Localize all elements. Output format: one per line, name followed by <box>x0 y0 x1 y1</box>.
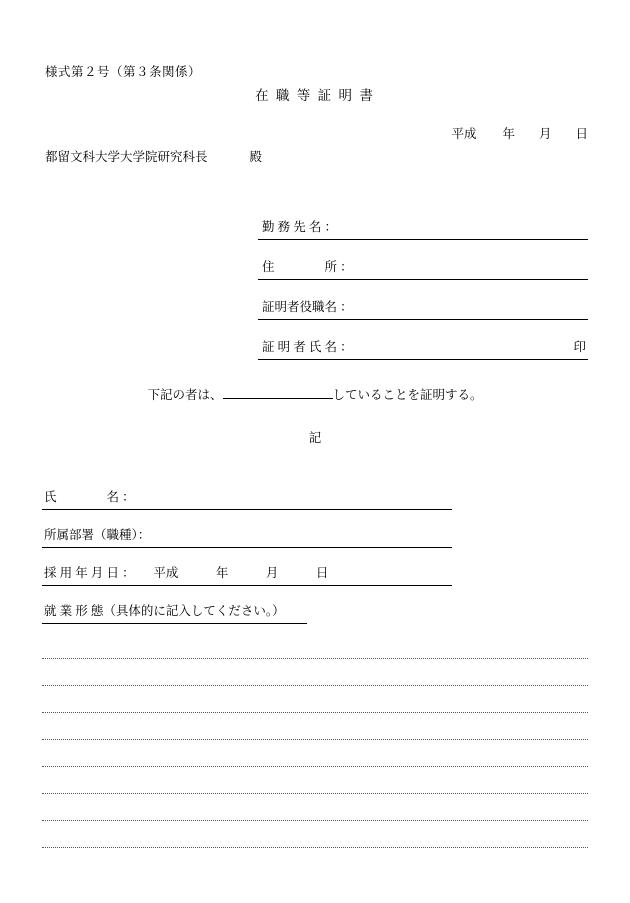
statement-blank[interactable] <box>223 398 333 399</box>
certifier-block <box>258 200 588 360</box>
field-label: 証 明 者 氏 名 ： <box>262 340 353 354</box>
date-line <box>451 124 588 142</box>
writing-line[interactable] <box>42 821 588 848</box>
free-writing-area[interactable] <box>42 632 588 848</box>
date-month-unit: 月 <box>538 127 552 141</box>
date-day-unit: 日 <box>575 127 588 141</box>
lower-fields <box>42 472 452 624</box>
page-title: 在 職 等 証 明 書 <box>255 88 375 103</box>
writing-line[interactable] <box>42 713 588 740</box>
writing-line[interactable] <box>42 659 588 686</box>
seal-mark: 印 <box>573 340 586 354</box>
field-certifier-position[interactable] <box>258 280 588 320</box>
field-certifier-name[interactable] <box>258 320 588 360</box>
field-label: 就 業 形 態（具体的に記入してください。） <box>44 604 285 618</box>
addressee-name: 都留文科大学大学院研究科長 <box>45 150 208 164</box>
date-era: 平成 <box>451 127 477 141</box>
field-label: 証明者役職名 ： <box>262 300 353 314</box>
field-person-name[interactable] <box>42 472 452 510</box>
field-address[interactable] <box>258 240 588 280</box>
statement-suffix: していることを証明する。 <box>332 388 483 402</box>
field-hire-date[interactable] <box>42 548 452 586</box>
addressee <box>45 147 262 165</box>
form-number: 様式第２号（第３条関係） <box>45 65 202 79</box>
addressee-honorific: 殿 <box>249 150 263 164</box>
writing-line[interactable] <box>42 686 588 713</box>
statement-line <box>0 385 630 403</box>
ki-mark: 記 <box>308 431 322 445</box>
field-department[interactable] <box>42 510 452 548</box>
field-workplace-name[interactable] <box>258 200 588 240</box>
date-year-unit: 年 <box>502 127 515 141</box>
writing-line[interactable] <box>42 767 588 794</box>
field-label: 氏 名 ： <box>44 490 135 504</box>
field-label: 勤 務 先 名 ： <box>262 220 338 234</box>
field-label: 採 用 年 月 日 ： 平成 年 月 日 <box>44 566 329 580</box>
writing-line[interactable] <box>42 632 588 659</box>
writing-line[interactable] <box>42 794 588 821</box>
field-label: 住 所 ： <box>262 260 353 274</box>
field-label: 所属部署（職種）： <box>44 528 151 542</box>
writing-line[interactable] <box>42 740 588 767</box>
field-employment-type[interactable] <box>42 586 307 624</box>
statement-prefix: 下記の者は、 <box>147 388 223 402</box>
